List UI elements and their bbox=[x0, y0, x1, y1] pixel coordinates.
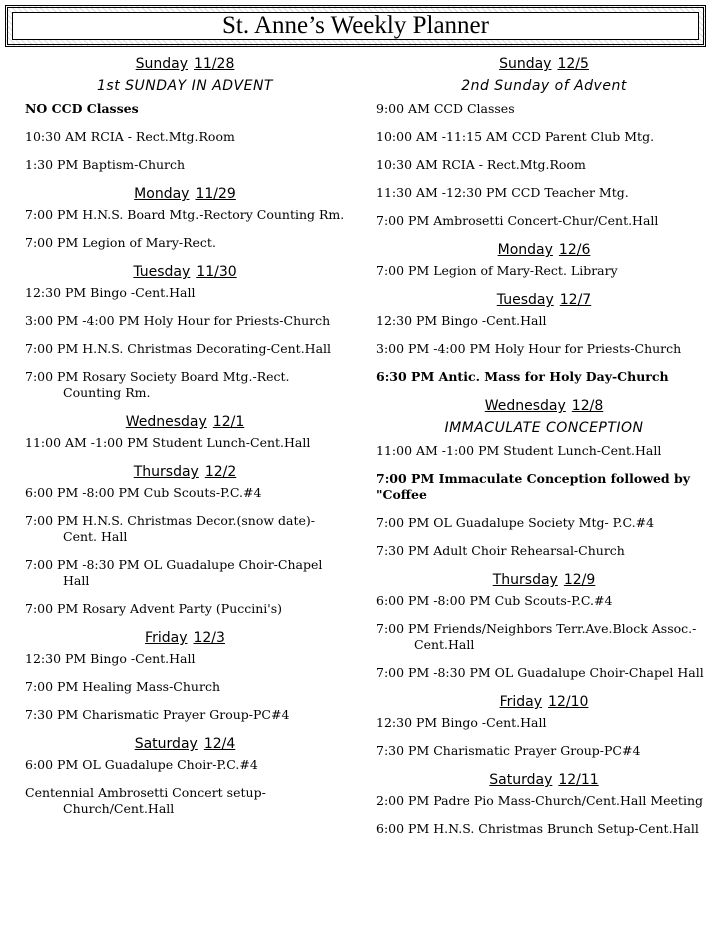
day-name: Tuesday bbox=[133, 264, 191, 280]
day-date: 12/4 bbox=[203, 736, 236, 752]
event-item: 7:30 PM Charismatic Prayer Group-PC#4 bbox=[25, 707, 290, 722]
day-heading bbox=[376, 771, 712, 789]
day-heading bbox=[25, 735, 345, 753]
day-heading bbox=[25, 55, 345, 73]
event-item: 7:00 PM -8:30 PM OL Guadalupe Choir-Chapel Hall bbox=[25, 557, 323, 588]
event-item: 12:30 PM Bingo -Cent.Hall bbox=[25, 651, 196, 666]
event-item: 6:00 PM OL Guadalupe Choir-P.C.#4 bbox=[25, 757, 258, 772]
event-item: 7:00 PM Immaculate Conception followed by "Coffee bbox=[376, 471, 691, 502]
day-heading bbox=[25, 263, 345, 281]
day-date: 11/29 bbox=[195, 186, 236, 202]
event-item: 6:00 PM -8:00 PM Cub Scouts-P.C.#4 bbox=[25, 485, 262, 500]
event-item: 7:00 PM Rosary Advent Party (Puccini's) bbox=[25, 601, 283, 616]
event-item: 12:30 PM Bingo -Cent.Hall bbox=[25, 285, 196, 300]
day-date: 12/5 bbox=[557, 56, 589, 72]
event-item: 10:30 AM RCIA - Rect.Mtg.Room bbox=[25, 129, 235, 144]
event-item: 10:00 AM -11:15 AM CCD Parent Club Mtg. bbox=[376, 129, 655, 144]
event-item: 6:00 PM -8:00 PM Cub Scouts-P.C.#4 bbox=[376, 593, 613, 608]
event-item: NO CCD Classes bbox=[25, 101, 139, 116]
day-date: 12/1 bbox=[212, 414, 245, 430]
day-name: Friday bbox=[499, 694, 543, 710]
day-name: Wednesday bbox=[125, 414, 207, 430]
event-item: 11:00 AM -1:00 PM Student Lunch-Cent.Hall bbox=[376, 443, 662, 458]
day-date: 11/28 bbox=[194, 56, 235, 72]
event-item: 7:00 PM Legion of Mary-Rect. bbox=[25, 235, 216, 250]
day-name: Monday bbox=[497, 242, 553, 258]
event-item: 7:00 PM Ambrosetti Concert-Chur/Cent.Hall bbox=[376, 213, 659, 228]
event-item: Centennial Ambrosetti Concert setup-Church/Cent.Hall bbox=[25, 785, 266, 816]
right-column bbox=[376, 55, 712, 849]
event-item: 12:30 PM Bingo -Cent.Hall bbox=[376, 715, 547, 730]
day-heading bbox=[376, 571, 712, 589]
day-banner: 2nd Sunday of Advent bbox=[461, 78, 627, 94]
day-date: 12/10 bbox=[548, 694, 589, 710]
day-heading bbox=[376, 291, 712, 309]
left-column bbox=[25, 55, 345, 829]
event-item: 7:00 PM Legion of Mary-Rect. Library bbox=[376, 263, 618, 278]
day-name: Saturday bbox=[489, 772, 553, 788]
page-title: St. Anne’s Weekly Planner bbox=[12, 12, 699, 40]
day-name: Monday bbox=[134, 186, 190, 202]
day-name: Saturday bbox=[134, 736, 198, 752]
day-date: 12/11 bbox=[558, 772, 599, 788]
day-date: 12/8 bbox=[571, 398, 604, 414]
event-item: 11:30 AM -12:30 PM CCD Teacher Mtg. bbox=[376, 185, 629, 200]
event-item: 6:30 PM Antic. Mass for Holy Day-Church bbox=[376, 369, 669, 384]
event-item: 11:00 AM -1:00 PM Student Lunch-Cent.Hall bbox=[25, 435, 311, 450]
event-item: 12:30 PM Bingo -Cent.Hall bbox=[376, 313, 547, 328]
event-item: 7:30 PM Adult Choir Rehearsal-Church bbox=[376, 543, 625, 558]
day-name: Thursday bbox=[133, 464, 199, 480]
day-name: Sunday bbox=[499, 56, 552, 72]
title-frame bbox=[5, 5, 706, 47]
event-item: 2:00 PM Padre Pio Mass-Church/Cent.Hall Meeting bbox=[376, 793, 703, 808]
event-item: 10:30 AM RCIA - Rect.Mtg.Room bbox=[376, 157, 586, 172]
day-heading bbox=[25, 413, 345, 431]
day-name: Sunday bbox=[135, 56, 189, 72]
day-date: 11/30 bbox=[196, 264, 237, 280]
day-heading bbox=[376, 693, 712, 711]
event-item: 7:00 PM Rosary Society Board Mtg.-Rect. Counting Rm. bbox=[25, 369, 290, 400]
event-item: 7:00 PM H.N.S. Christmas Decorating-Cent.Hall bbox=[25, 341, 332, 356]
day-name: Thursday bbox=[492, 572, 558, 588]
day-heading bbox=[25, 185, 345, 203]
day-name: Friday bbox=[145, 630, 188, 646]
event-item: 7:00 PM H.N.S. Christmas Decor.(snow date)-Cent. Hall bbox=[25, 513, 316, 544]
day-heading bbox=[376, 397, 712, 415]
day-date: 12/9 bbox=[563, 572, 596, 588]
day-heading bbox=[376, 241, 712, 259]
day-name: Wednesday bbox=[484, 398, 566, 414]
event-item: 3:00 PM -4:00 PM Holy Hour for Priests-Church bbox=[25, 313, 331, 328]
event-item: 6:00 PM H.N.S. Christmas Brunch Setup-Cent.Hall bbox=[376, 821, 699, 836]
day-date: 12/3 bbox=[193, 630, 225, 646]
day-banner: 1st SUNDAY IN ADVENT bbox=[97, 78, 273, 94]
event-item: 7:00 PM Friends/Neighbors Terr.Ave.Block Assoc.-Cent.Hall bbox=[376, 621, 697, 652]
event-item: 9:00 AM CCD Classes bbox=[376, 101, 515, 116]
event-item: 7:30 PM Charismatic Prayer Group-PC#4 bbox=[376, 743, 641, 758]
event-item: 7:00 PM OL Guadalupe Society Mtg- P.C.#4 bbox=[376, 515, 655, 530]
event-item: 7:00 PM Healing Mass-Church bbox=[25, 679, 220, 694]
day-name: Tuesday bbox=[496, 292, 554, 308]
day-heading bbox=[25, 463, 345, 481]
day-date: 12/2 bbox=[204, 464, 237, 480]
event-item: 7:00 PM -8:30 PM OL Guadalupe Choir-Chapel Hall bbox=[376, 665, 704, 680]
event-item: 3:00 PM -4:00 PM Holy Hour for Priests-Church bbox=[376, 341, 682, 356]
day-heading bbox=[25, 629, 345, 647]
day-heading bbox=[376, 55, 712, 73]
event-item: 7:00 PM H.N.S. Board Mtg.-Rectory Counting Rm. bbox=[25, 207, 345, 222]
event-item: 1:30 PM Baptism-Church bbox=[25, 157, 186, 172]
day-date: 12/6 bbox=[558, 242, 591, 258]
day-banner: IMMACULATE CONCEPTION bbox=[444, 420, 644, 436]
day-date: 12/7 bbox=[559, 292, 592, 308]
